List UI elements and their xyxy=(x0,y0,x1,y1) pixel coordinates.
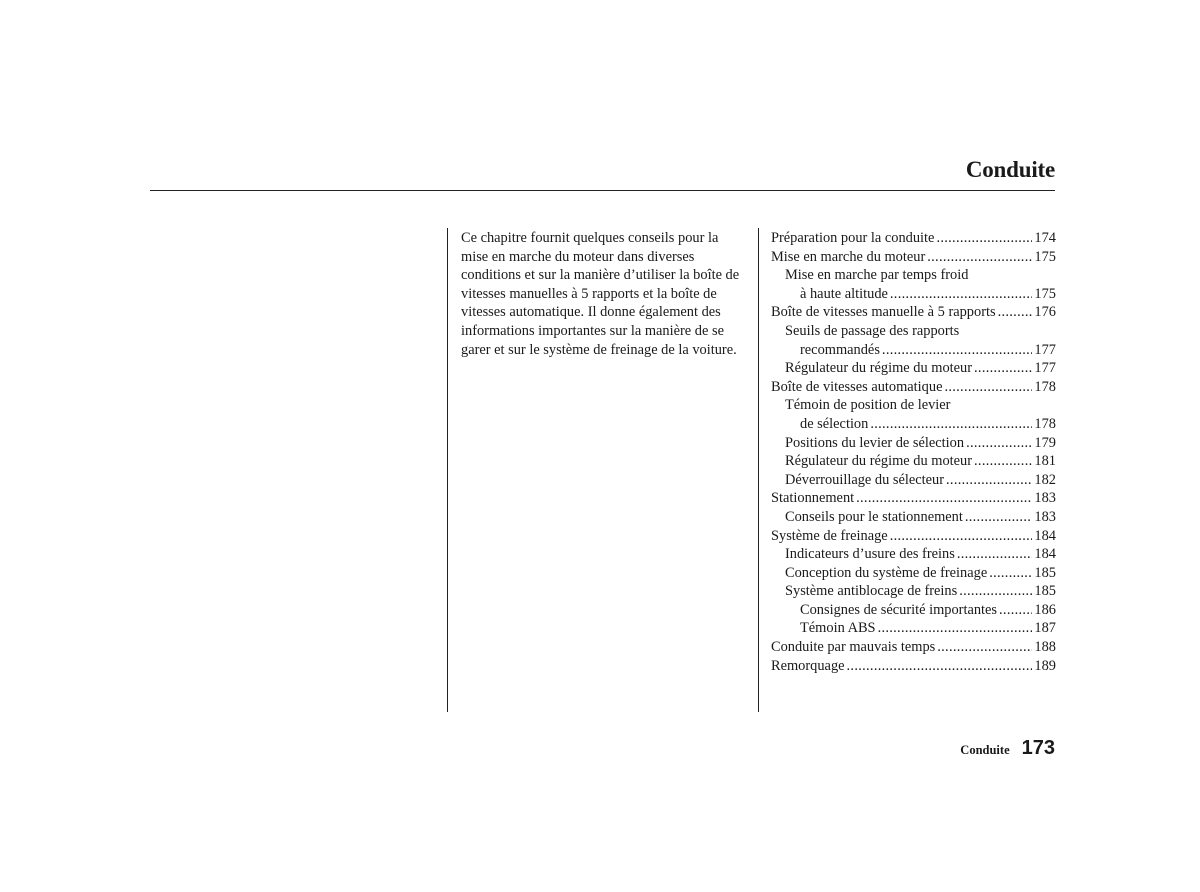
toc-entry-label: Stationnement xyxy=(771,490,855,507)
toc-leader-dots xyxy=(957,545,1033,564)
toc-entry-label: Régulateur du régime du moteur xyxy=(785,360,973,377)
toc-entry[interactable] xyxy=(771,434,1056,453)
toc-entry-label: Positions du levier de sélection xyxy=(785,434,965,451)
toc-entry-label: à haute altitude xyxy=(800,285,888,302)
chapter-intro: Ce chapitre fournit quelques conseils pour la mise en marche du moteur dans diverses conditions et sur la manière d’utiliser la boîte de vitesses manuelles à 5 rapports et la boîte de vitesses automatique. Il donne également des informations importantes sur la manière de se garer et sur le système de freinage de la voiture. xyxy=(461,230,740,358)
toc-entry-label: Mise en marche du moteur xyxy=(771,248,926,265)
toc-leader-dots xyxy=(847,657,1033,676)
toc-leader-dots xyxy=(890,527,1033,546)
toc-entry-page: 185 xyxy=(1034,583,1056,600)
toc-entry-label: Témoin de position de levier xyxy=(785,397,951,414)
toc-entry-label: Système antiblocage de freins xyxy=(785,583,958,600)
toc-entry-label: Système de freinage xyxy=(771,527,888,544)
toc-entry-label: Témoin ABS xyxy=(800,620,876,637)
toc-entry-label: Régulateur du régime du moteur xyxy=(785,453,973,470)
toc-entry-page: 189 xyxy=(1034,657,1056,674)
toc-entry-label: Remorquage xyxy=(771,657,845,674)
toc-entry[interactable] xyxy=(771,229,1056,248)
toc-entry-label: Préparation pour la conduite xyxy=(771,230,935,246)
toc-entry[interactable] xyxy=(771,657,1056,676)
header-rule xyxy=(150,190,1055,191)
page-footer xyxy=(960,737,1055,760)
toc-entry[interactable] xyxy=(771,489,1056,508)
toc-leader-dots xyxy=(946,471,1032,490)
toc-entry[interactable] xyxy=(771,285,1056,304)
toc-leader-dots xyxy=(974,359,1032,378)
toc-entry-page: 175 xyxy=(1034,285,1056,302)
toc-entry[interactable] xyxy=(771,248,1056,267)
toc-entry-page: 178 xyxy=(1034,415,1056,432)
page-number: 173 xyxy=(1021,737,1055,759)
footer-section-name: Conduite xyxy=(960,743,1010,757)
table-of-contents xyxy=(771,229,1056,675)
toc-entry-label: recommandés xyxy=(800,341,880,358)
toc-entry[interactable] xyxy=(771,564,1056,583)
toc-entry-page: 181 xyxy=(1034,453,1056,470)
toc-leader-dots xyxy=(936,229,1032,248)
toc-entry[interactable] xyxy=(771,471,1056,490)
toc-leader-dots xyxy=(882,341,1032,360)
toc-entry-label: Conception du système de freinage xyxy=(785,564,988,581)
toc-entry-label: Conduite par mauvais temps xyxy=(771,639,936,656)
toc-entry-page: 178 xyxy=(1034,378,1056,395)
toc-leader-dots xyxy=(965,508,1033,527)
toc-entry[interactable] xyxy=(771,601,1056,620)
toc-entry-page: 184 xyxy=(1034,527,1056,544)
toc-entry-page: 184 xyxy=(1034,546,1056,563)
toc-entry[interactable] xyxy=(771,527,1056,546)
toc-leader-dots xyxy=(989,564,1032,583)
toc-entry-label: Déverrouillage du sélecteur xyxy=(785,471,945,488)
toc-entry-page: 179 xyxy=(1034,434,1056,451)
toc-entry-page: 177 xyxy=(1034,360,1056,377)
toc-entry-page: 182 xyxy=(1034,471,1056,488)
toc-entry-label: Boîte de vitesses manuelle à 5 rapports xyxy=(771,304,996,321)
toc-entry-page: 188 xyxy=(1034,639,1056,656)
toc-entry[interactable] xyxy=(771,415,1056,434)
toc-entry[interactable] xyxy=(771,452,1056,471)
toc-entry[interactable] xyxy=(771,508,1056,527)
column-divider-right xyxy=(758,228,759,712)
toc-leader-dots xyxy=(998,303,1033,322)
toc-entry-label: Mise en marche par temps froid xyxy=(785,267,969,284)
toc-leader-dots xyxy=(927,248,1032,267)
toc-entry-label: Conseils pour le stationnement xyxy=(785,508,963,525)
toc-entry-label: Consignes de sécurité importantes xyxy=(800,601,998,618)
toc-entry-page: 185 xyxy=(1034,564,1056,581)
column-divider-left xyxy=(447,228,448,712)
toc-entry-page: 177 xyxy=(1034,341,1056,358)
toc-leader-dots xyxy=(974,452,1032,471)
toc-leader-dots xyxy=(878,619,1033,638)
toc-entry-label: Indicateurs d’usure des freins xyxy=(785,546,955,563)
toc-entry[interactable] xyxy=(771,619,1056,638)
toc-entry-page: 183 xyxy=(1034,490,1056,507)
toc-leader-dots xyxy=(966,434,1032,453)
toc-leader-dots xyxy=(890,285,1033,304)
toc-entry-page: 186 xyxy=(1034,601,1056,618)
toc-entry[interactable] xyxy=(771,638,1056,657)
toc-entry-page: 183 xyxy=(1034,508,1056,525)
toc-entry[interactable] xyxy=(771,545,1056,564)
toc-entry-label: Boîte de vitesses automatique xyxy=(771,378,943,395)
toc-entry-page: 174 xyxy=(1034,230,1056,246)
toc-entry[interactable] xyxy=(771,303,1056,322)
toc-entry[interactable] xyxy=(771,378,1056,397)
toc-entry-page: 175 xyxy=(1034,248,1056,265)
toc-leader-dots xyxy=(870,415,1032,434)
toc-entry-page: 176 xyxy=(1034,304,1056,321)
toc-leader-dots xyxy=(937,638,1032,657)
toc-entry[interactable] xyxy=(771,359,1056,378)
toc-entry[interactable] xyxy=(771,341,1056,360)
toc-leader-dots xyxy=(999,601,1032,620)
toc-leader-dots xyxy=(959,582,1032,601)
toc-leader-dots xyxy=(944,378,1032,397)
toc-entry-label: Seuils de passage des rapports xyxy=(785,322,960,339)
toc-leader-dots xyxy=(856,489,1032,508)
toc-entry-page: 187 xyxy=(1034,620,1056,637)
toc-entry[interactable] xyxy=(771,582,1056,601)
toc-entry-label: de sélection xyxy=(800,415,869,432)
page-title: Conduite xyxy=(965,157,1055,182)
